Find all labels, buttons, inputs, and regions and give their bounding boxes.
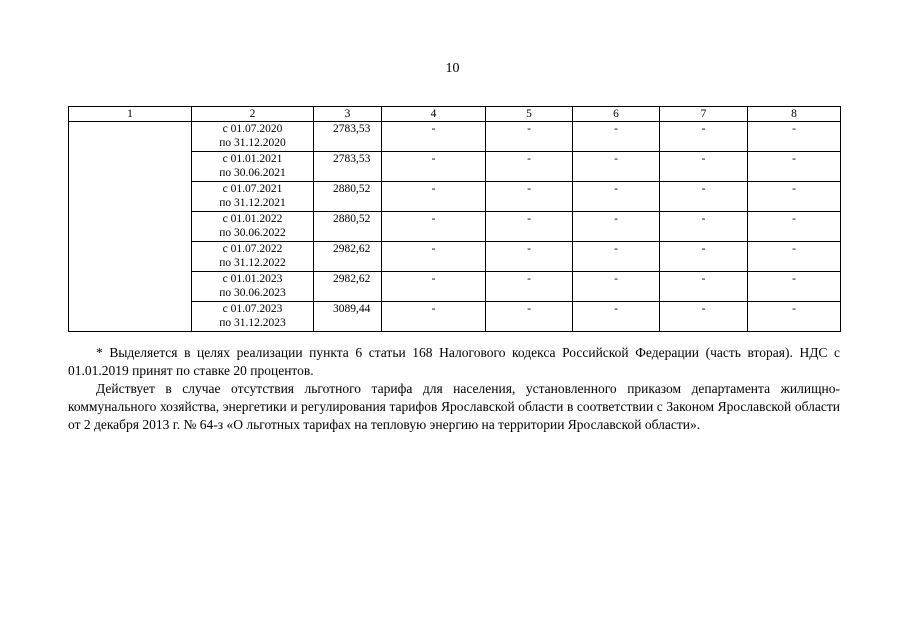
column-header: 3 <box>314 107 382 122</box>
period-to: по 31.12.2022 <box>219 257 286 269</box>
empty-value: - <box>486 212 573 242</box>
empty-value: - <box>748 122 841 152</box>
empty-value: - <box>573 212 660 242</box>
empty-value: - <box>486 272 573 302</box>
column-header: 1 <box>69 107 192 122</box>
period-cell <box>192 272 314 302</box>
column-header: 4 <box>382 107 486 122</box>
empty-value: - <box>382 122 486 152</box>
period-to: по 30.06.2022 <box>219 227 286 239</box>
empty-value: - <box>573 272 660 302</box>
period-from: с 01.01.2023 <box>222 273 283 285</box>
period-from: с 01.07.2020 <box>222 123 283 135</box>
empty-value: - <box>660 242 748 272</box>
period-to: по 30.06.2021 <box>219 167 286 179</box>
period-to: по 30.06.2023 <box>219 287 286 299</box>
table-row <box>69 122 841 152</box>
empty-value: - <box>573 302 660 332</box>
period-from: с 01.07.2022 <box>222 243 283 255</box>
empty-value: - <box>382 212 486 242</box>
empty-value: - <box>748 152 841 182</box>
empty-value: - <box>748 272 841 302</box>
period-cell <box>192 152 314 182</box>
notes-section <box>68 344 840 434</box>
period-to: по 31.12.2023 <box>219 317 286 329</box>
period-cell <box>192 302 314 332</box>
empty-value: - <box>382 272 486 302</box>
empty-value: - <box>382 302 486 332</box>
vat-footnote: * Выделяется в целях реализации пункта 6 статьи 168 Налогового кодекса Российской Федерации (часть вторая). НДС с 01.01.2019 принят по ставке 20 процентов. <box>68 345 840 378</box>
column-header: 7 <box>660 107 748 122</box>
empty-value: - <box>573 242 660 272</box>
period-to: по 31.12.2021 <box>219 197 286 209</box>
empty-value: - <box>748 212 841 242</box>
tariff-value: 2880,52 <box>314 212 382 242</box>
empty-value: - <box>748 302 841 332</box>
period-to: по 31.12.2020 <box>219 137 286 149</box>
empty-value: - <box>573 182 660 212</box>
period-cell <box>192 242 314 272</box>
empty-value: - <box>486 152 573 182</box>
empty-value: - <box>660 152 748 182</box>
empty-value: - <box>382 182 486 212</box>
empty-value: - <box>382 242 486 272</box>
column-header: 6 <box>573 107 660 122</box>
validity-note: Действует в случае отсутствия льготного тарифа для населения, установленного приказом департамента жилищно-коммунального хозяйства, энергетики и регулирования тарифов Ярославской области в соответствии с Законом Ярославской области от 2 декабря 2013 г. № 64-з «О льготных тарифах на тепловую энергию на территории Ярославской области». <box>68 381 840 432</box>
column-header: 2 <box>192 107 314 122</box>
tariff-value: 2982,62 <box>314 242 382 272</box>
tariff-value: 2783,53 <box>314 152 382 182</box>
tariff-value: 2783,53 <box>314 122 382 152</box>
tariff-table <box>68 106 841 332</box>
column-header: 8 <box>748 107 841 122</box>
empty-value: - <box>660 212 748 242</box>
table-header-row <box>69 107 841 122</box>
empty-value: - <box>486 242 573 272</box>
empty-value: - <box>573 152 660 182</box>
column-header: 5 <box>486 107 573 122</box>
tariff-value: 3089,44 <box>314 302 382 332</box>
empty-value: - <box>486 122 573 152</box>
group-cell <box>69 122 192 332</box>
period-from: с 01.07.2023 <box>222 303 283 315</box>
period-cell <box>192 122 314 152</box>
empty-value: - <box>573 122 660 152</box>
empty-value: - <box>660 272 748 302</box>
empty-value: - <box>748 242 841 272</box>
empty-value: - <box>486 182 573 212</box>
period-from: с 01.01.2021 <box>222 153 283 165</box>
empty-value: - <box>382 152 486 182</box>
page-number: 10 <box>445 61 460 76</box>
period-from: с 01.07.2021 <box>222 183 283 195</box>
empty-value: - <box>660 122 748 152</box>
period-from: с 01.01.2022 <box>222 213 283 225</box>
empty-value: - <box>486 302 573 332</box>
empty-value: - <box>748 182 841 212</box>
tariff-value: 2880,52 <box>314 182 382 212</box>
empty-value: - <box>660 302 748 332</box>
empty-value: - <box>660 182 748 212</box>
period-cell <box>192 212 314 242</box>
period-cell <box>192 182 314 212</box>
tariff-value: 2982,62 <box>314 272 382 302</box>
